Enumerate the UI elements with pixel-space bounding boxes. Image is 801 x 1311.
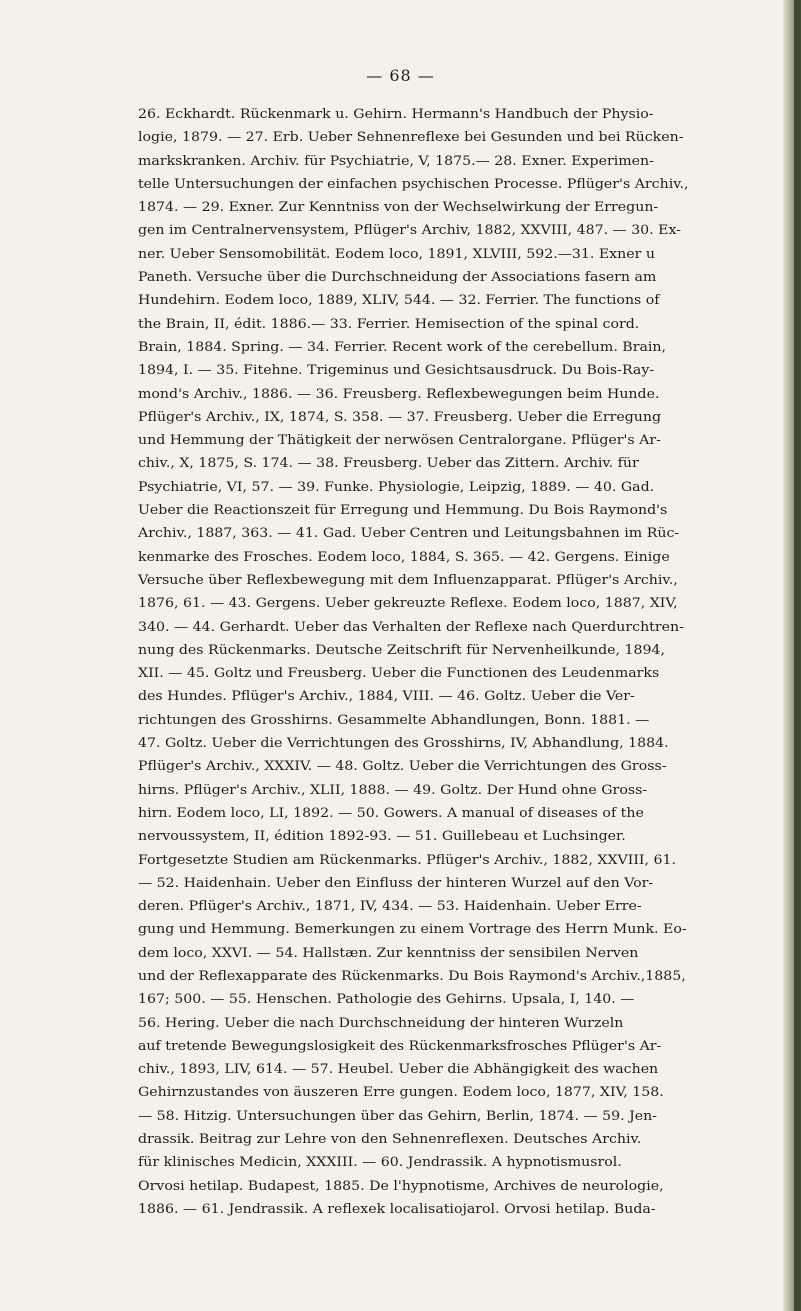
text-line: drassik. Beitrag zur Lehre von den Sehnenreflexen. Deutsches Archiv.: [138, 1132, 642, 1148]
text-line: und der Reflexapparate des Rückenmarks. Du Bois Raymond's Archiv.,1885,: [138, 968, 686, 984]
text-line: 56. Hering. Ueber die nach Durchschneidung der hinteren Wurzeln: [138, 1015, 624, 1031]
text-line: markskranken. Archiv. für Psychiatrie, V, 1875.— 28. Exner. Experimen-: [138, 153, 654, 169]
page-number: — 68 —: [366, 66, 435, 85]
text-line: Orvosi hetilap. Budapest, 1885. De l'hypnotisme, Archives de neurologie,: [138, 1178, 664, 1194]
text-line: Gehirnzustandes von äuszeren Erre gungen. Eodem loco, 1877, XIV, 158.: [138, 1085, 664, 1101]
text-line: chiv., 1893, LIV, 614. — 57. Heubel. Ueber die Abhängigkeit des wachen: [138, 1062, 659, 1078]
text-line: ner. Ueber Sensomobilität. Eodem loco, 1891, XLVIII, 592.—31. Exner u: [138, 246, 655, 262]
text-line: 1894, I. — 35. Fitehne. Trigeminus und Gesichtsausdruck. Du Bois-Ray-: [138, 363, 655, 379]
text-line: hirns. Pflüger's Archiv., XLII, 1888. — 49. Goltz. Der Hund ohne Gross-: [138, 782, 648, 798]
text-line: Pflüger's Archiv., XXXIV. — 48. Goltz. Ueber die Verrichtungen des Gross-: [138, 759, 667, 775]
text-line: und Hemmung der Thätigkeit der nerwösen Centralorgane. Pflüger's Ar-: [138, 433, 661, 449]
text-line: Archiv., 1887, 363. — 41. Gad. Ueber Centren und Leitungsbahnen im Rüc-: [138, 526, 680, 542]
text-line: deren. Pflüger's Archiv., 1871, IV, 434. — 53. Haidenhain. Ueber Erre-: [138, 899, 642, 915]
text-line: nung des Rückenmarks. Deutsche Zeitschrift für Nervenheilkunde, 1894,: [138, 642, 665, 658]
text-line: 1876, 61. — 43. Gergens. Ueber gekreuzte Reflexe. Eodem loco, 1887, XIV,: [138, 596, 678, 612]
text-line: gen im Centralnervensystem, Pflüger's Archiv, 1882, XXVIII, 487. — 30. Ex-: [138, 223, 682, 239]
text-line: Versuche über Reflexbewegung mit dem Influenzapparat. Pflüger's Archiv.,: [138, 572, 678, 588]
text-line: dem loco, XXVI. — 54. Hallstæn. Zur kenntniss der sensibilen Nerven: [138, 945, 639, 961]
text-line: 167; 500. — 55. Henschen. Pathologie des Gehirns. Upsala, I, 140. —: [138, 992, 635, 1008]
text-line: 47. Goltz. Ueber die Verrichtungen des Grosshirns, IV, Abhandlung, 1884.: [138, 736, 669, 752]
text-line: — 52. Haidenhain. Ueber den Einfluss der hinteren Wurzel auf den Vor-: [138, 875, 654, 891]
text-line: telle Untersuchungen der einfachen psychischen Processe. Pflüger's Archiv.,: [138, 176, 689, 192]
text-line: Pflüger's Archiv., IX, 1874, S. 358. — 37. Freusberg. Ueber die Erregung: [138, 409, 662, 425]
text-line: auf tretende Bewegungslosigkeit des Rückenmarksfrosches Pflüger's Ar-: [138, 1038, 662, 1054]
text-line: Ueber die Reactionszeit für Erregung und Hemmung. Du Bois Raymond's: [138, 503, 668, 519]
text-line: hirn. Eodem loco, LI, 1892. — 50. Gowers. A manual of diseases of the: [138, 805, 644, 821]
text-line: gung und Hemmung. Bemerkungen zu einem Vortrage des Herrn Munk. Eo-: [138, 922, 687, 938]
page-edge-binding: [794, 0, 801, 1311]
text-line: richtungen des Grosshirns. Gesammelte Abhandlungen, Bonn. 1881. —: [138, 712, 650, 728]
text-line: für klinisches Medicin, XXXIII. — 60. Jendrassik. A hypnotismusrol.: [138, 1155, 622, 1171]
text-line: 340. — 44. Gerhardt. Ueber das Verhalten der Reflexe nach Querdurchtren-: [138, 619, 684, 635]
text-line: logie, 1879. — 27. Erb. Ueber Sehnenreflexe bei Gesunden und bei Rücken-: [138, 130, 684, 146]
text-line: — 58. Hitzig. Untersuchungen über das Gehirn, Berlin, 1874. — 59. Jen-: [138, 1108, 658, 1124]
text-line: nervoussystem, II, édition 1892-93. — 51. Guillebeau et Luchsinger.: [138, 829, 626, 845]
text-line: Paneth. Versuche über die Durchschneidung der Associations fasern am: [138, 270, 657, 286]
text-line: kenmarke des Frosches. Eodem loco, 1884, S. 365. — 42. Gergens. Einige: [138, 549, 670, 565]
text-line: Psychiatrie, VI, 57. — 39. Funke. Physiologie, Leipzig, 1889. — 40. Gad.: [138, 479, 655, 495]
text-line: XII. — 45. Goltz und Freusberg. Ueber die Functionen des Leudenmarks: [138, 666, 660, 682]
text-line: Brain, 1884. Spring. — 34. Ferrier. Recent work of the cerebellum. Brain,: [138, 339, 667, 355]
text-line: chiv., X, 1875, S. 174. — 38. Freusberg. Ueber das Zittern. Archiv. für: [138, 456, 639, 472]
text-line: des Hundes. Pflüger's Archiv., 1884, VIII. — 46. Goltz. Ueber die Ver-: [138, 689, 635, 705]
text-line: the Brain, II, édit. 1886.— 33. Ferrier. Hemisection of the spinal cord.: [138, 316, 640, 332]
bibliography-text: [138, 103, 764, 1221]
text-line: 26. Eckhardt. Rückenmark u. Gehirn. Hermann's Handbuch der Physio-: [138, 107, 654, 122]
text-line: 1886. — 61. Jendrassik. A reflexek localisatiojarol. Orvosi hetilap. Buda-: [138, 1201, 656, 1217]
text-line: Hundehirn. Eodem loco, 1889, XLIV, 544. — 32. Ferrier. The functions of: [138, 293, 660, 309]
text-line: Fortgesetzte Studien am Rückenmarks. Pflüger's Archiv., 1882, XXVIII, 61.: [138, 852, 676, 868]
text-line: mond's Archiv., 1886. — 36. Freusberg. Reflexbewegungen beim Hunde.: [138, 386, 660, 402]
text-line: 1874. — 29. Exner. Zur Kenntniss von der Wechselwirkung der Erregun-: [138, 200, 659, 216]
